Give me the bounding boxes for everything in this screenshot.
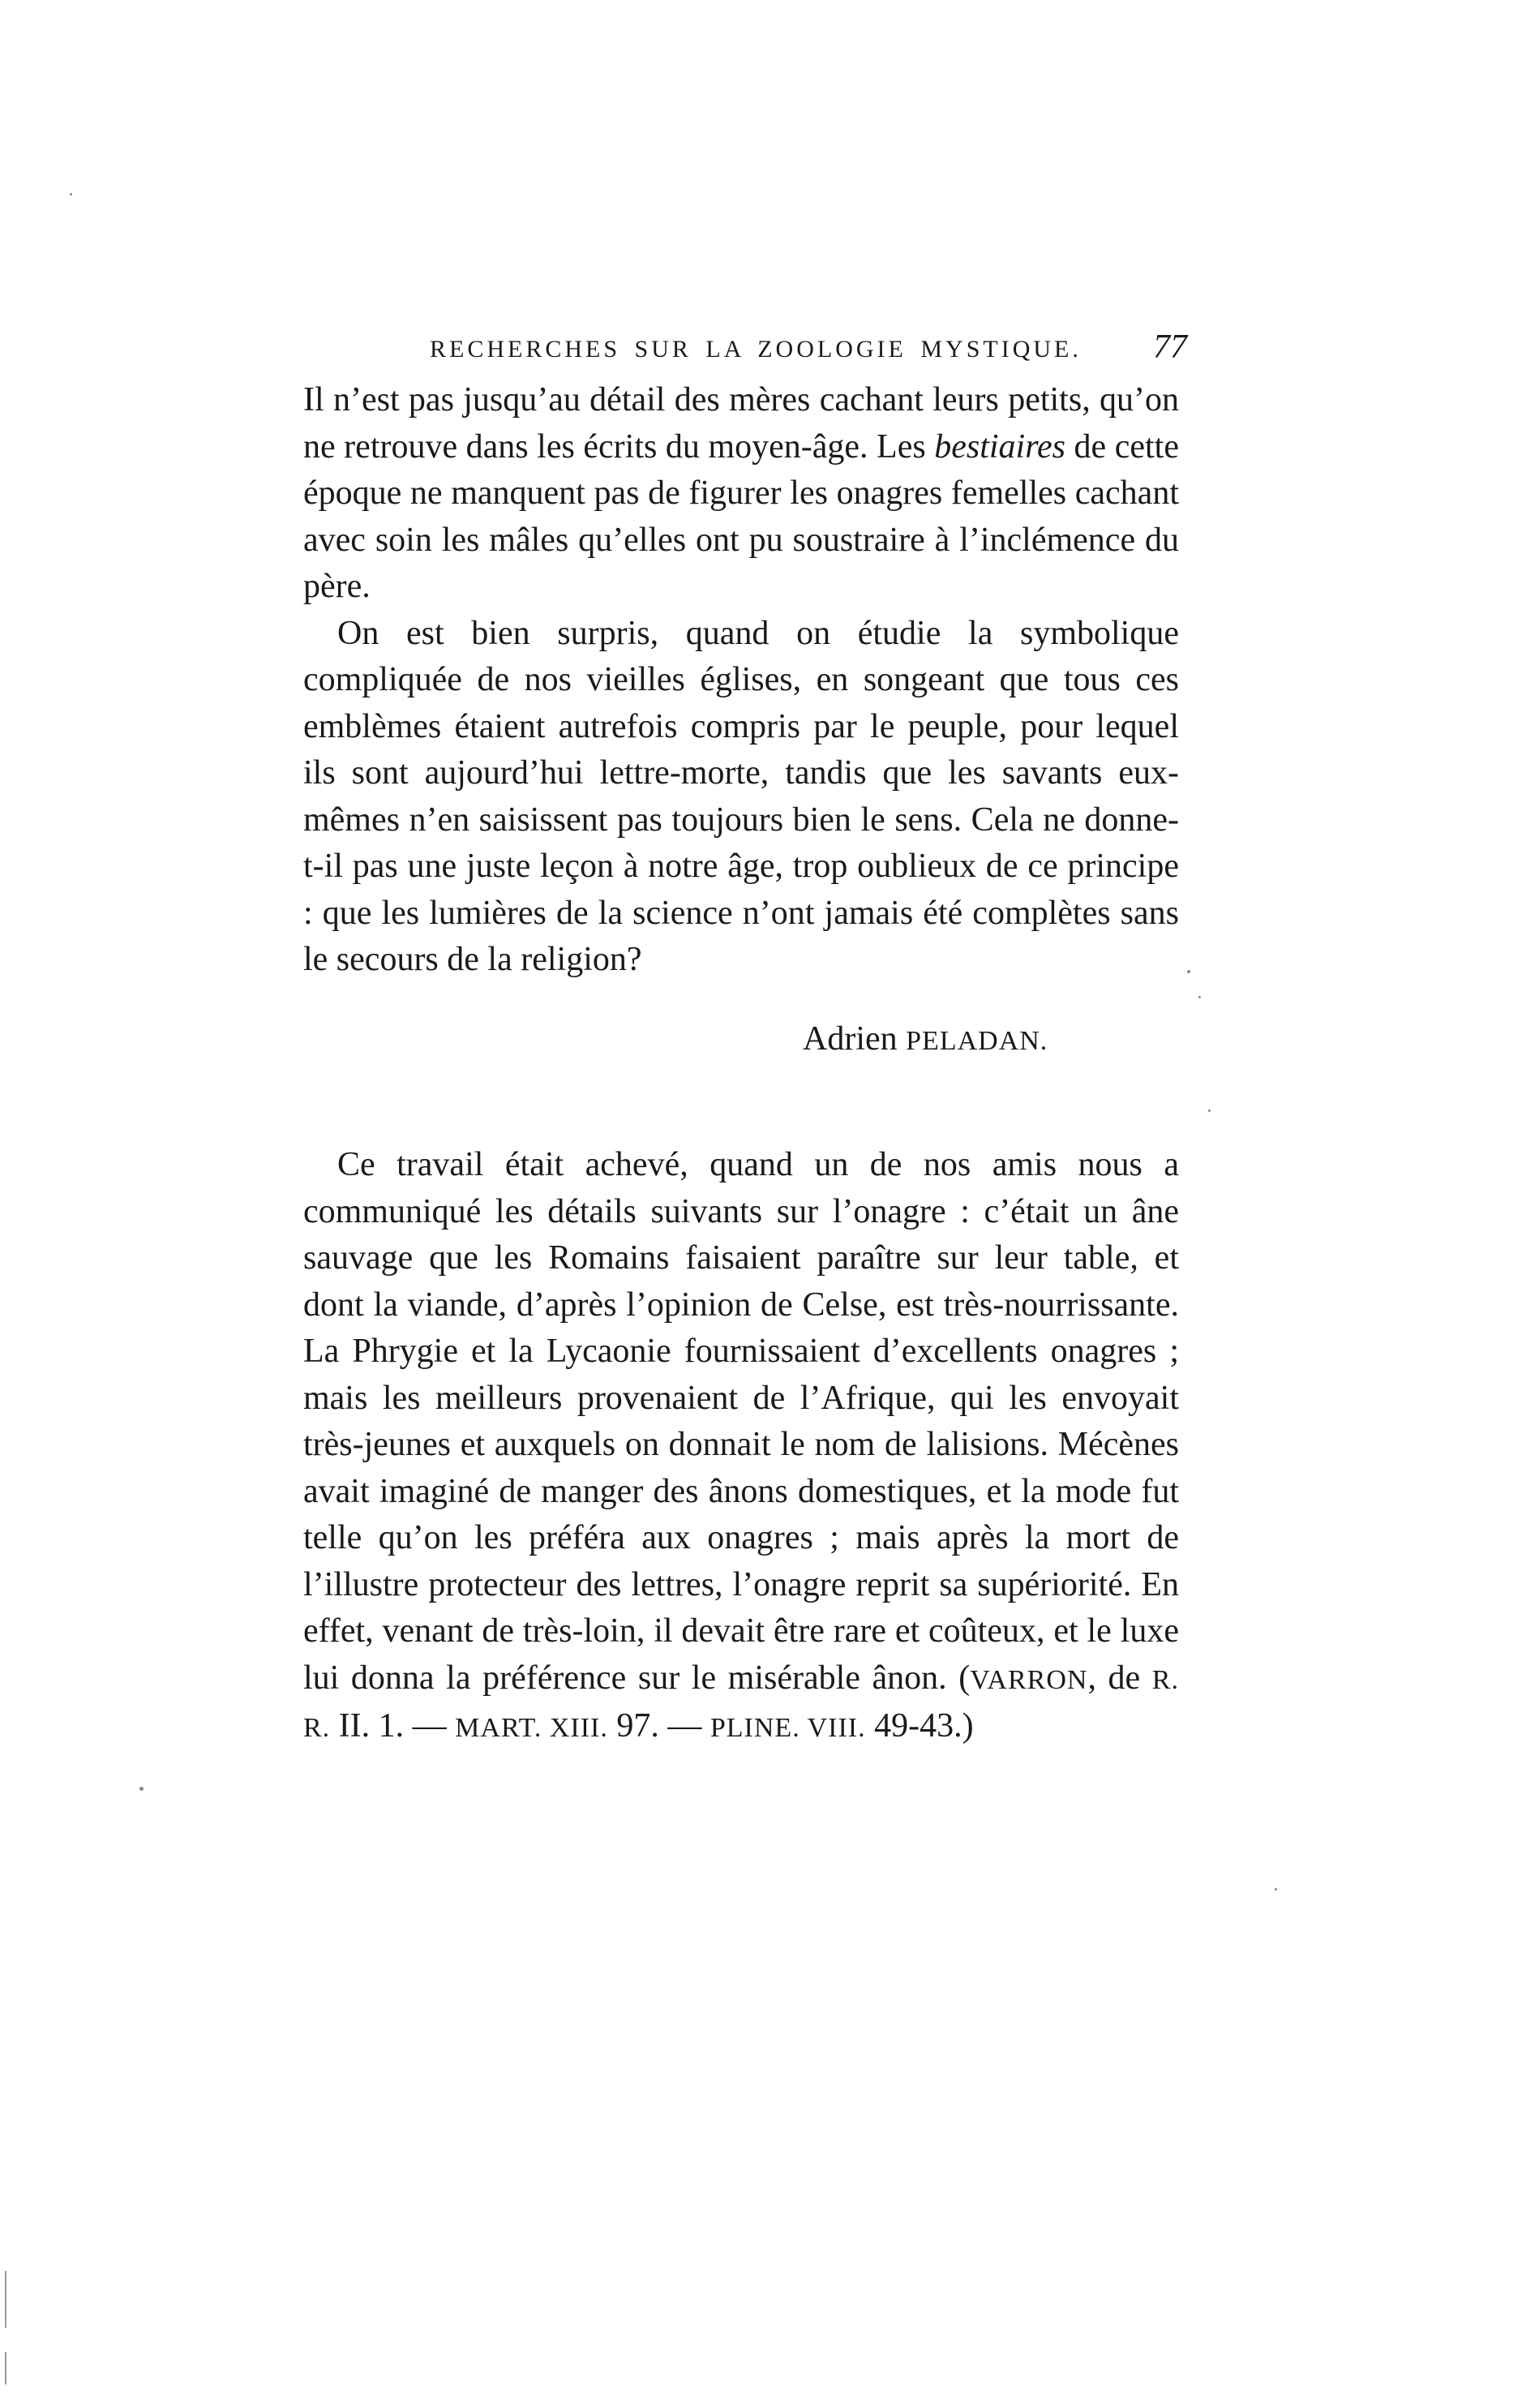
ref-de: , de [1087,1659,1152,1697]
ref-rr: R. R. [303,1664,1179,1743]
running-head [430,328,1187,368]
ref-mart-num: XIII. [542,1713,608,1743]
scan-speck [1198,996,1201,998]
main-text [303,377,1179,984]
ref-mart: MART. [455,1713,542,1743]
paragraph-text: Il n’est pas jusqu’au détail des mères cachant leurs petits, qu’on ne retrouve dans les écrits du moyen-âge. Les [303,381,1179,466]
ref-varron: VARRON [970,1664,1088,1695]
italic-term: bestiaires [934,427,1065,466]
ref-end: 49-43.) [865,1707,974,1745]
ref-line2: 97. — [607,1707,710,1745]
scan-speck [1275,1888,1277,1891]
scan-speck [139,1787,144,1791]
paragraph-symbolique: On est bien surpris, quand on étudie la symbolique compliquée de nos vieilles églises, en songeant que tous ces emblèmes étaient autrefois compris par le peuple, pour lequel ils sont aujourd’hui lettre-morte, tandis que les savants eux-mêmes n’en saisissent pas toujours bien le sens. Cela ne donne-t-il pas une juste leçon à notre âge, trop oublieux de ce principe : que les lumières de la science n’ont jamais été complètes sans le secours de la religion? [303,614,1179,978]
running-title: RECHERCHES SUR LA ZOOLOGIE MYSTIQUE. [430,336,1082,363]
scan-edge-mark [5,2352,6,2384]
paragraph-bestiaires [303,377,1179,611]
note-text: Ce travail était achevé, quand un de nos amis nous a communiqué les détails suivants sur l’onagre : c’était un âne sauvage que les Romains faisaient paraître sur leur table, et dont la viande, d’après l’opinion de Celse, est très-nourrissante. La Phrygie et la Lycaonie fournissaient d’excellents onagres ; mais les meilleurs provenaient de l’Afrique, qui les envoyait très-jeunes et auxquels on donnait le nom de lalisions. Mécènes avait imaginé de manger des ânons domestiques, et la mode fut telle qu’on les préféra aux onagres ; mais après la mort de l’illustre protecteur des lettres, l’onagre reprit sa supériorité. En effet, venant de très-loin, il devait être rare et coûteux, et le luxe lui donna la préférence sur le misérable ânon. ( [303,1146,1179,1697]
paragraph-text: de cette époque ne manquent pas de figurer les onagres femelles cachant avec soin les mâles qu’elles ont pu soustraire à l’inclémence du père. [303,427,1179,605]
author-last-name: PELADAN. [906,1026,1048,1056]
ref-mid: II. 1. — [330,1707,456,1745]
author-first-name: Adrien [803,1020,898,1058]
page-number: 77 [1153,328,1187,366]
author-signature [803,1019,1048,1058]
appended-note [303,1142,1179,1752]
scan-edge-mark [5,2271,6,2328]
paragraph-onagre-note [303,1142,1179,1752]
ref-pline-num: VIII. [800,1713,866,1743]
scan-speck [1187,970,1190,973]
scan-speck [70,193,72,195]
ref-pline: PLINE. [709,1713,800,1743]
scan-speck [1208,1110,1211,1112]
